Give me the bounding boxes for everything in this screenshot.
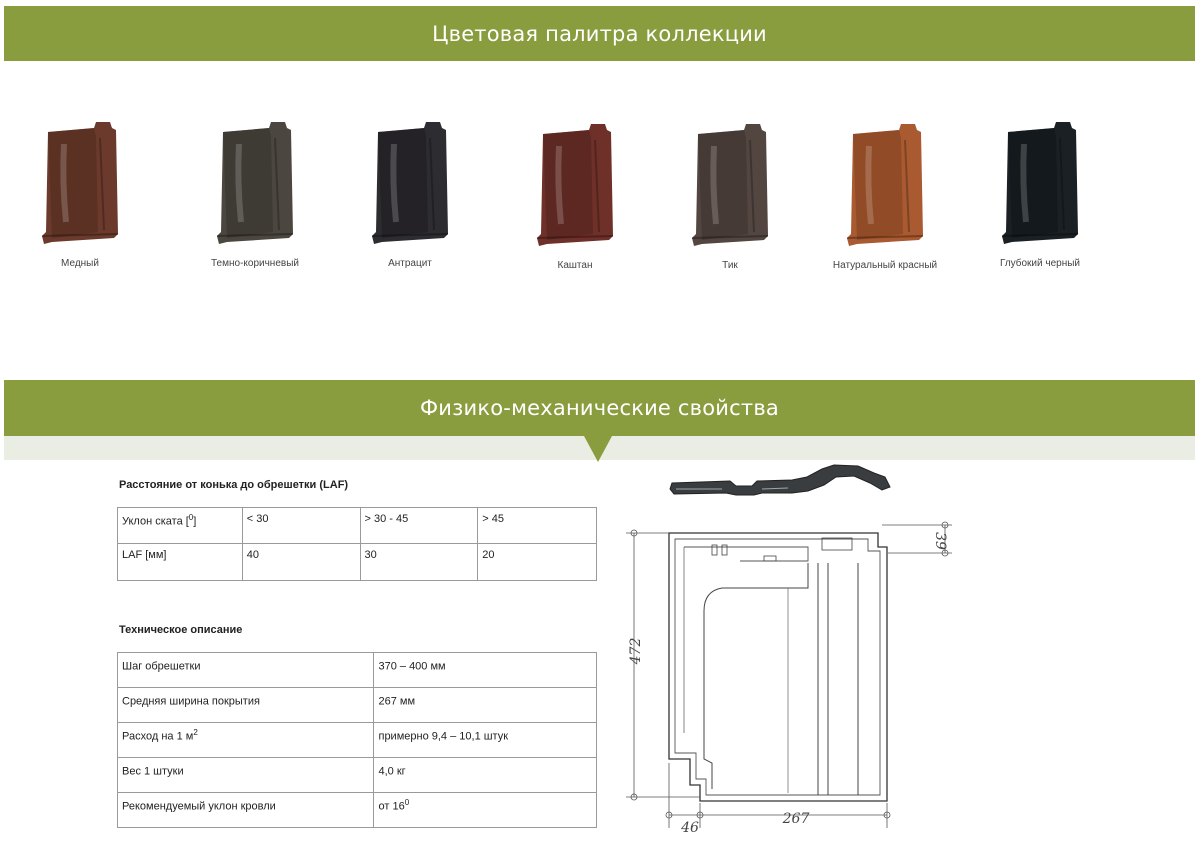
color-swatch xyxy=(335,122,485,269)
chevron-down-icon xyxy=(584,436,612,462)
swatch-label: Темно-коричневый xyxy=(211,258,299,269)
table-cell: LAF [мм] xyxy=(118,544,243,581)
table-cell: > 45 xyxy=(478,508,597,544)
table-row xyxy=(118,688,597,723)
table-row xyxy=(118,793,597,828)
table-cell: < 30 xyxy=(242,508,360,544)
swatch-label: Тик xyxy=(722,260,738,271)
dim-height-label: 472 xyxy=(628,637,644,665)
color-swatch xyxy=(5,122,155,269)
table-cell: 267 мм xyxy=(374,688,597,723)
table-cell: 370 – 400 мм xyxy=(374,653,597,688)
table-cell: Расход на 1 $м^2$ xyxy=(118,723,374,758)
table-cell: 20 xyxy=(478,544,597,581)
table-row xyxy=(118,653,597,688)
roof-tile-image xyxy=(529,124,621,248)
roof-tile-image xyxy=(839,124,931,248)
roof-tile-image xyxy=(209,122,301,246)
table-cell: Вес 1 штуки xyxy=(118,758,374,793)
tile-drawing xyxy=(612,463,957,835)
swatch-label: Натуральный красный xyxy=(832,260,938,271)
palette-title: Цветовая палитра коллекции xyxy=(432,21,767,46)
tech-table-title: Техническое описание xyxy=(119,624,243,636)
roof-tile-image xyxy=(364,122,456,246)
table-row xyxy=(118,544,597,581)
color-swatch xyxy=(500,124,650,271)
dim-width-label: 267 xyxy=(782,811,810,827)
swatch-label: Глубокий черный xyxy=(999,258,1081,269)
table-cell: Рекомендуемый уклон кровли xyxy=(118,793,374,828)
swatch-label: Антрацит xyxy=(388,258,432,269)
tech-table xyxy=(117,652,597,828)
roof-tile-image xyxy=(684,124,776,248)
color-swatch xyxy=(810,124,960,271)
table-row xyxy=(118,758,597,793)
table-cell: от $16^0$ xyxy=(374,793,597,828)
palette-section-header xyxy=(4,6,1195,61)
properties-title: Физико-механические свойства xyxy=(420,396,779,420)
table-cell: 40 xyxy=(242,544,360,581)
color-swatch xyxy=(965,122,1115,269)
table-cell: Шаг обрешетки xyxy=(118,653,374,688)
dim-left-label: 46 xyxy=(681,820,699,835)
roof-tile-image xyxy=(994,122,1086,246)
properties-section-header xyxy=(4,380,1195,436)
table-cell: 30 xyxy=(360,544,478,581)
table-cell: > 30 - 45 xyxy=(360,508,478,544)
table-cell: Средняя ширина покрытия xyxy=(118,688,374,723)
table-cell: Уклон ската [$^0$] xyxy=(118,508,243,544)
table-cell: примерно 9,4 – 10,1 штук xyxy=(374,723,597,758)
table-cell: 4,0 кг xyxy=(374,758,597,793)
laf-table xyxy=(117,507,597,581)
color-swatch xyxy=(655,124,805,271)
roof-tile-image xyxy=(34,122,126,246)
swatch-label: Каштан xyxy=(557,260,593,271)
laf-table-title: Расстояние от конька до обрешетки (LAF) xyxy=(119,479,349,491)
table-row xyxy=(118,723,597,758)
table-row xyxy=(118,508,597,544)
dim-top-label: 39 xyxy=(932,532,948,550)
swatch-label: Медный xyxy=(61,258,99,269)
color-swatch xyxy=(180,122,330,269)
